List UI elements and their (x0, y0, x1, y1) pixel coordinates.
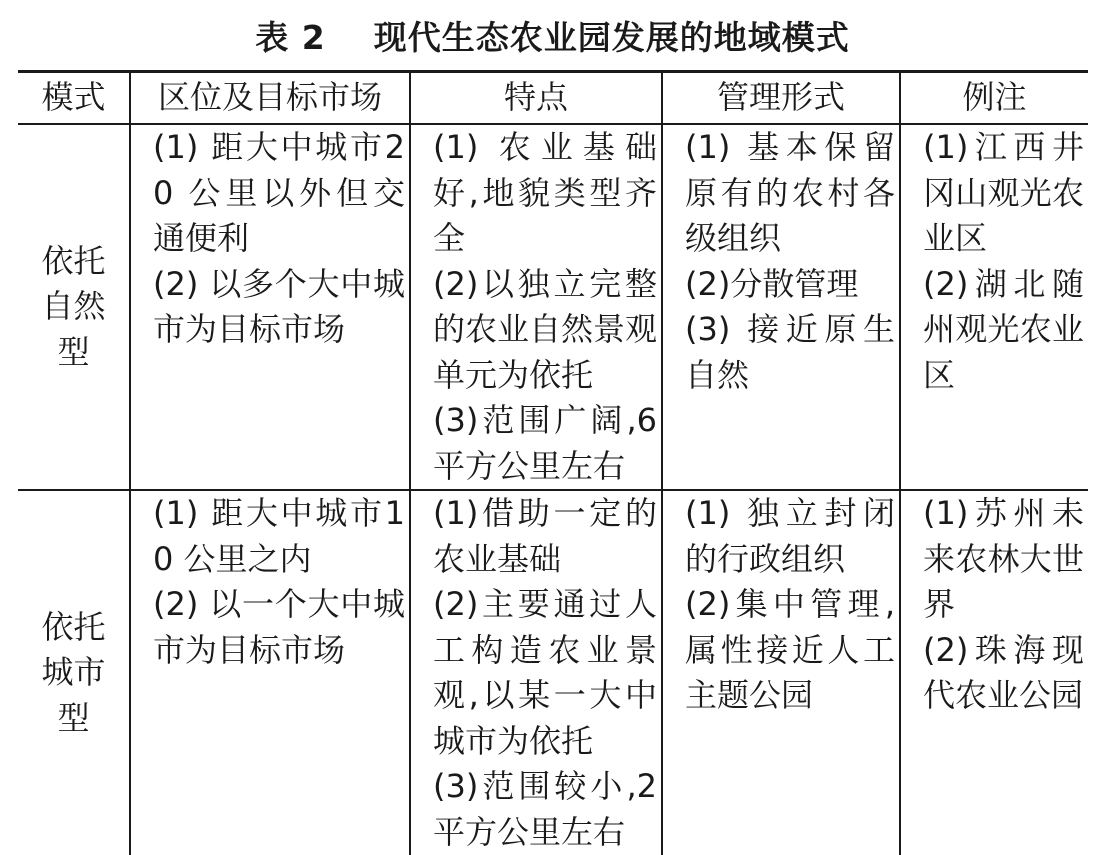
features-cell: (1)借助一定的农业基础 (2)主要通过人工构造农业景观,以某一大中城市为依托 (3)范围较小,2平方公里左右 (410, 490, 662, 855)
table-title (0, 14, 1105, 62)
examples-cell: (1)江西井冈山观光农业区 (2)湖北随州观光农业区 (900, 124, 1088, 490)
header-management: 管理形式 (662, 72, 900, 125)
header-mode: 模式 (18, 72, 130, 125)
examples-cell: (1)苏州未来农林大世界 (2)珠海现代农业公园 (900, 490, 1088, 855)
header-examples: 例注 (900, 72, 1088, 125)
mode-cell: 依托 城市 型 (41, 607, 106, 737)
location-cell: (1) 距大中城市10 公里之内 (2) 以一个大中城市为目标市场 (130, 490, 410, 855)
mode-cell: 依托 自然 型 (18, 124, 130, 490)
location-cell: (1) 距大中城市20 公里以外但交通便利 (2) 以多个大中城市为目标市场 (130, 124, 410, 490)
header-location: 区位及目标市场 (130, 72, 410, 125)
management-cell: (1) 独立封闭的行政组织 (2)集中管理,属性接近人工主题公园 (662, 490, 900, 855)
table-number: 表 2 (255, 18, 326, 57)
features-cell: (1) 农业基础好,地貌类型齐全 (2)以独立完整的农业自然景观单元为依托 (3)范围广阔,6平方公里左右 (410, 124, 662, 490)
table-caption: 现代生态农业园发展的地域模式 (373, 18, 850, 57)
regional-mode-table (18, 70, 1088, 855)
table-row (18, 124, 1088, 490)
table-row (18, 490, 1088, 855)
header-features: 特点 (410, 72, 662, 125)
header-row (18, 72, 1088, 125)
management-cell: (1) 基本保留原有的农村各级组织 (2)分散管理 (3) 接近原生自然 (662, 124, 900, 490)
